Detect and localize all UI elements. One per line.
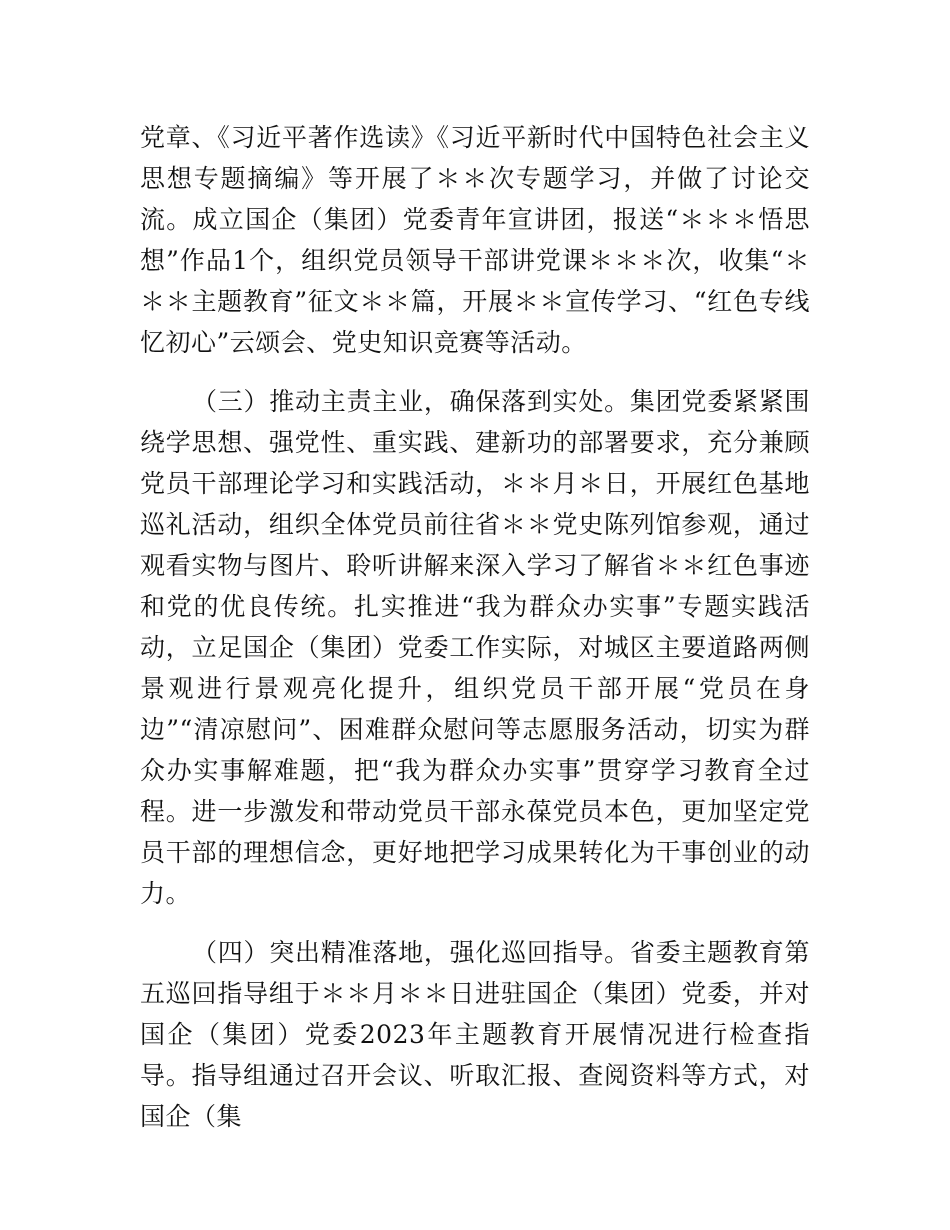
document-body [140,117,810,1137]
paragraph-section-four: （四）突出精准落地，强化巡回指导。省委主题教育第五巡回指导组于＊＊月＊＊日进驻国企（集团）党委，并对国企（集团）党委2023年主题教育开展情况进行检查指导。指导组通过召开会议、听取汇报、查阅资料等方式，对国企（集 [140,938,810,1131]
paragraph-section-three: （三）推动主责主业，确保落到实处。集团党委紧紧围绕学思想、强党性、重实践、建新功的部署要求，充分兼顾党员干部理论学习和实践活动，＊＊月＊日，开展红色基地巡礼活动，组织全体党员前往省＊＊党史陈列馆参观，通过观看实物与图片、聆听讲解来深入学习了解省＊＊红色事迹和党的优良传统。扎实推进“我为群众办实事”专题实践活动，立足国企（集团）党委工作实际，对城区主要道路两侧景观进行景观亮化提升，组织党员干部开展“党员在身边”“清凉慰问”、困难群众慰问等志愿服务活动，切实为群众办实事解难题，把“我为群众办实事”贯穿学习教育全过程。进一步激发和带动党员干部永葆党员本色，更加坚定党员干部的理想信念，更好地把学习成果转化为干事创业的动力。 [140,387,810,908]
paragraph-continuation: 党章、《习近平著作选读》《习近平新时代中国特色社会主义思想专题摘编》等开展了＊＊次专题学习，并做了讨论交流。成立国企（集团）党委青年宣讲团，报送“＊＊＊悟思想”作品1个，组织党员领导干部讲党课＊＊＊次，收集“＊＊＊主题教育”征文＊＊篇，开展＊＊宣传学习、“红色专线忆初心”云颂会、党史知识竞赛等活动。 [140,123,810,357]
